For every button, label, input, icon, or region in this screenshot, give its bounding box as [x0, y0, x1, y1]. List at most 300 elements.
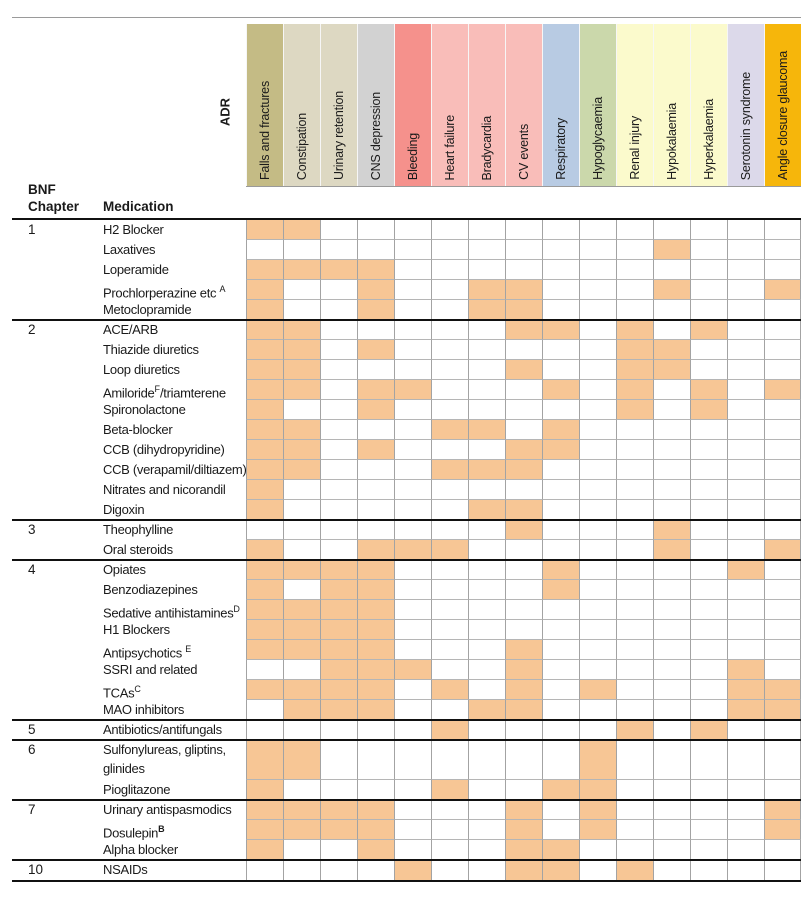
adr-cell: [283, 300, 320, 320]
adr-cell: [468, 480, 505, 500]
bnf-chapter-number: [12, 460, 75, 480]
adr-cell: [690, 620, 727, 640]
table-row-laxatives: [12, 240, 801, 260]
adr-cell: [394, 580, 431, 600]
adr-cell: [764, 740, 801, 780]
adr-cell: [579, 320, 616, 340]
medication-label: Thiazide diuretics: [103, 342, 199, 357]
adr-cell: [616, 440, 653, 460]
column-header-label: Hyperkalaemia: [702, 99, 716, 180]
column-header-label: Heart failure: [443, 114, 457, 180]
adr-cell: [690, 860, 727, 880]
adr-cell-marked: [764, 540, 801, 560]
column-header-cv-events: [505, 24, 542, 186]
adr-cell-marked: [579, 820, 616, 840]
adr-cell: [505, 780, 542, 800]
adr-cell: [653, 860, 690, 880]
table-row-loperamide: [12, 260, 801, 280]
adr-cell: [505, 260, 542, 280]
column-header-falls-and-fractures: [246, 24, 283, 186]
adr-cell-marked: [246, 460, 283, 480]
adr-cell: [579, 480, 616, 500]
adr-cell: [764, 640, 801, 660]
adr-cell-marked: [246, 220, 283, 240]
bnf-chapter-number: [12, 260, 75, 280]
table-row-sulfonylureas-gliptins: [12, 740, 801, 780]
adr-cell: [542, 280, 579, 300]
adr-cell: [727, 640, 764, 660]
medication-label: Benzodiazepines: [103, 582, 198, 597]
adr-cell-marked: [283, 220, 320, 240]
adr-cell: [320, 720, 357, 740]
adr-cell-marked: [283, 380, 320, 400]
adr-cell: [320, 380, 357, 400]
adr-cell-marked: [505, 520, 542, 540]
adr-cell: [283, 400, 320, 420]
adr-cell: [246, 520, 283, 540]
adr-cell-marked: [579, 800, 616, 820]
adr-cell: [320, 220, 357, 240]
adr-cell: [394, 520, 431, 540]
adr-cell: [468, 680, 505, 700]
adr-cell: [357, 480, 394, 500]
bnf-chapter-number: [12, 700, 75, 720]
adr-cell: [505, 720, 542, 740]
adr-cell: [468, 380, 505, 400]
adr-cell: [727, 580, 764, 600]
adr-cell: [727, 440, 764, 460]
adr-cell-marked: [579, 740, 616, 780]
adr-cell-marked: [357, 560, 394, 580]
adr-cell-marked: [246, 360, 283, 380]
adr-cell: [727, 740, 764, 780]
bnf-chapter-number: [12, 820, 75, 840]
table-row-mao-inhibitors: [12, 700, 801, 720]
adr-cell: [653, 720, 690, 740]
medication-header: Medication: [103, 199, 174, 214]
adr-cell: [431, 740, 468, 780]
adr-cell: [653, 820, 690, 840]
column-header-label: Hypoglycaemia: [591, 97, 605, 180]
column-header-hypokalaemia: [653, 24, 690, 186]
adr-cell: [653, 560, 690, 580]
column-header-angle-closure-glaucoma: [764, 24, 801, 186]
bnf-chapter-number: [12, 380, 75, 400]
adr-cell-marked: [320, 800, 357, 820]
adr-cell: [468, 860, 505, 880]
adr-cell-marked: [431, 460, 468, 480]
adr-cell: [283, 780, 320, 800]
adr-cell: [394, 420, 431, 440]
column-header-heart-failure: [431, 24, 468, 186]
adr-cell-marked: [653, 340, 690, 360]
bnf-chapter-number: 2: [28, 322, 36, 337]
adr-cell-marked: [616, 400, 653, 420]
adr-cell-marked: [505, 280, 542, 300]
adr-cell: [542, 820, 579, 840]
bnf-chapter-number: [12, 680, 75, 700]
adr-cell: [690, 340, 727, 360]
adr-cell-marked: [690, 320, 727, 340]
adr-cell: [320, 440, 357, 460]
adr-cell-marked: [505, 680, 542, 700]
adr-cell: [505, 380, 542, 400]
adr-cell: [764, 300, 801, 320]
adr-cell: [616, 780, 653, 800]
adr-cell: [431, 820, 468, 840]
adr-cell: [320, 460, 357, 480]
adr-cell: [653, 800, 690, 820]
adr-cell: [764, 440, 801, 460]
adr-cell: [431, 500, 468, 520]
adr-cell: [505, 400, 542, 420]
table-row-theophylline: [12, 520, 801, 540]
adr-cell: [653, 500, 690, 520]
bnf-chapter-number: [12, 420, 75, 440]
table-row-prochlorperazine-etc: [12, 280, 801, 300]
adr-cell: [468, 660, 505, 680]
adr-axis-label: [212, 62, 238, 126]
table-row-ccb-dihydropyridine: [12, 440, 801, 460]
adr-cell: [579, 720, 616, 740]
adr-cell: [431, 380, 468, 400]
adr-cell: [542, 700, 579, 720]
adr-cell: [394, 820, 431, 840]
adr-cell: [579, 440, 616, 460]
adr-cell: [394, 260, 431, 280]
adr-cell: [727, 360, 764, 380]
adr-cell: [764, 600, 801, 620]
adr-cell: [690, 460, 727, 480]
bnf-chapter-number: [12, 620, 75, 640]
adr-cell: [690, 560, 727, 580]
adr-cell: [690, 660, 727, 680]
adr-cell: [357, 860, 394, 880]
adr-cell: [394, 800, 431, 820]
adr-cell-marked: [431, 780, 468, 800]
adr-cell-marked: [283, 320, 320, 340]
adr-cell: [579, 840, 616, 860]
adr-cell-marked: [394, 660, 431, 680]
adr-cell-marked: [320, 820, 357, 840]
adr-cell: [764, 260, 801, 280]
adr-cell-marked: [246, 680, 283, 700]
adr-cell-marked: [690, 380, 727, 400]
adr-cell: [616, 820, 653, 840]
adr-cell: [579, 520, 616, 540]
medication-label: Sedative antihistamines$^D$: [103, 604, 240, 621]
adr-cell: [764, 560, 801, 580]
column-header-bleeding: [394, 24, 431, 186]
adr-cell: [468, 220, 505, 240]
adr-cell: [690, 440, 727, 460]
adr-cell-marked: [431, 720, 468, 740]
adr-cell: [727, 620, 764, 640]
adr-cell: [690, 420, 727, 440]
adr-cell-marked: [283, 260, 320, 280]
adr-cell-marked: [357, 680, 394, 700]
adr-cell-marked: [505, 360, 542, 380]
adr-cell: [653, 840, 690, 860]
adr-cell: [468, 600, 505, 620]
adr-cell-marked: [579, 780, 616, 800]
medication-label: Amiloride$^F$/triamterene: [103, 384, 226, 401]
adr-cell: [690, 700, 727, 720]
adr-cell: [468, 360, 505, 380]
adr-cell: [394, 240, 431, 260]
adr-cell: [542, 300, 579, 320]
adr-cell: [616, 620, 653, 640]
adr-cell-marked: [505, 440, 542, 460]
adr-cell: [542, 720, 579, 740]
adr-cell-marked: [505, 800, 542, 820]
adr-cell-marked: [505, 820, 542, 840]
adr-cell: [579, 240, 616, 260]
adr-cell: [431, 400, 468, 420]
adr-cell-marked: [542, 580, 579, 600]
adr-cell-marked: [246, 560, 283, 580]
adr-cell-marked: [616, 360, 653, 380]
adr-cell: [505, 620, 542, 640]
adr-cell: [690, 480, 727, 500]
table-row-benzodiazepines: [12, 580, 801, 600]
column-header-serotonin-syndrome: [727, 24, 764, 186]
adr-cell: [468, 800, 505, 820]
bnf-chapter-number: 6: [28, 742, 36, 757]
adr-cell: [579, 300, 616, 320]
medication-label: TCAs$^C$: [103, 684, 141, 701]
adr-cell-marked: [320, 560, 357, 580]
adr-cell-marked: [246, 540, 283, 560]
adr-cell-marked: [357, 640, 394, 660]
adr-cell: [764, 620, 801, 640]
adr-cell: [542, 540, 579, 560]
adr-cell-marked: [542, 780, 579, 800]
adr-cell: [394, 300, 431, 320]
adr-cell: [357, 360, 394, 380]
adr-cell-marked: [357, 340, 394, 360]
adr-cell-marked: [431, 540, 468, 560]
adr-cell: [653, 580, 690, 600]
adr-cell: [431, 480, 468, 500]
adr-cell: [431, 860, 468, 880]
adr-cell: [690, 740, 727, 780]
bnf-chapter-number: [12, 240, 75, 260]
adr-cell-marked: [283, 420, 320, 440]
adr-cell: [320, 340, 357, 360]
adr-cell: [542, 660, 579, 680]
medication-label: SSRI and related: [103, 662, 198, 677]
adr-cell: [542, 620, 579, 640]
adr-cell-marked: [764, 700, 801, 720]
adr-cell-marked: [468, 500, 505, 520]
column-header-hypoglycaemia: [579, 24, 616, 186]
footnote-superscript: B: [158, 824, 165, 834]
adr-cell-marked: [764, 800, 801, 820]
adr-cell-marked: [357, 580, 394, 600]
adr-cell: [283, 540, 320, 560]
adr-cell: [579, 380, 616, 400]
adr-cell-marked: [283, 740, 320, 780]
table-row-loop-diuretics: [12, 360, 801, 380]
adr-cell: [690, 280, 727, 300]
adr-cell: [690, 780, 727, 800]
adr-cell: [394, 280, 431, 300]
adr-cell-marked: [357, 620, 394, 640]
adr-cell-marked: [727, 680, 764, 700]
column-header-label: Hypokalaemia: [665, 103, 679, 180]
adr-cell: [394, 560, 431, 580]
adr-cell: [653, 460, 690, 480]
column-header-cns-depression: [357, 24, 394, 186]
table-row-urinary-antispasmodics: [12, 800, 801, 820]
adr-cell: [468, 720, 505, 740]
adr-cell: [690, 220, 727, 240]
adr-cell: [727, 340, 764, 360]
table-row-h2-blocker: [12, 220, 801, 240]
adr-cell: [283, 840, 320, 860]
bnf-chapter-number: [12, 840, 75, 860]
adr-cell: [505, 740, 542, 780]
adr-cell-marked: [283, 560, 320, 580]
adr-cell: [690, 260, 727, 280]
adr-cell: [320, 540, 357, 560]
adr-cell-marked: [283, 440, 320, 460]
adr-cell: [690, 520, 727, 540]
adr-cell: [690, 540, 727, 560]
adr-cell: [394, 400, 431, 420]
adr-cell: [468, 620, 505, 640]
adr-cell: [468, 320, 505, 340]
table-row-nitrates-and-nicorandil: [12, 480, 801, 500]
adr-cell: [357, 720, 394, 740]
adr-cell-marked: [357, 280, 394, 300]
adr-cell: [431, 520, 468, 540]
medication-label: H1 Blockers: [103, 622, 170, 637]
adr-cell-marked: [246, 440, 283, 460]
adr-cell: [764, 340, 801, 360]
adr-cell: [727, 840, 764, 860]
bnf-chapter-number: 1: [28, 222, 36, 237]
adr-cell-marked: [357, 820, 394, 840]
adr-cell: [357, 460, 394, 480]
medication-label: Theophylline: [103, 522, 174, 537]
adr-cell: [542, 240, 579, 260]
adr-cell: [320, 400, 357, 420]
adr-cell: [764, 420, 801, 440]
adr-cell: [579, 600, 616, 620]
adr-cell: [690, 500, 727, 520]
adr-cell: [431, 700, 468, 720]
adr-cell: [320, 300, 357, 320]
adr-cell: [579, 700, 616, 720]
adr-cell: [357, 320, 394, 340]
table-row-sedative-antihistamines: [12, 600, 801, 620]
column-header-bradycardia: [468, 24, 505, 186]
column-header-label: CNS depression: [369, 91, 383, 180]
bnf-chapter-number: [12, 440, 75, 460]
medication-label: Digoxin: [103, 502, 145, 517]
medication-label: Nitrates and nicorandil: [103, 482, 226, 497]
medication-label: Laxatives: [103, 242, 156, 257]
adr-cell: [690, 600, 727, 620]
adr-cell: [764, 520, 801, 540]
adr-cell: [579, 500, 616, 520]
adr-cell-marked: [283, 340, 320, 360]
adr-cell: [616, 740, 653, 780]
bnf-chapter-header: [28, 181, 79, 215]
adr-cell: [579, 260, 616, 280]
adr-cell: [431, 340, 468, 360]
adr-cell-marked: [283, 800, 320, 820]
medication-label: MAO inhibitors: [103, 702, 185, 717]
adr-cell: [764, 660, 801, 680]
adr-cell-marked: [690, 720, 727, 740]
medication-label: Pioglitazone: [103, 782, 171, 797]
adr-cell: [431, 300, 468, 320]
adr-cell: [542, 340, 579, 360]
column-header-label: Constipation: [295, 112, 309, 180]
adr-cell-marked: [357, 300, 394, 320]
medication-label: ACE/ARB: [103, 322, 158, 337]
adr-cell-marked: [468, 420, 505, 440]
table-row-oral-steroids: [12, 540, 801, 560]
adr-cell: [320, 240, 357, 260]
adr-cell: [653, 600, 690, 620]
chapter-label: Chapter: [28, 199, 80, 214]
adr-cell: [246, 240, 283, 260]
medication-label: Beta-blocker: [103, 422, 173, 437]
medication-label: Loop diuretics: [103, 362, 180, 377]
adr-cell-marked: [505, 640, 542, 660]
adr-cell-marked: [283, 820, 320, 840]
adr-cell: [653, 400, 690, 420]
adr-cell: [727, 380, 764, 400]
adr-cell-marked: [690, 400, 727, 420]
table-row-tcas: [12, 680, 801, 700]
adr-cell: [468, 640, 505, 660]
adr-cell-marked: [246, 640, 283, 660]
adr-cell: [727, 300, 764, 320]
adr-cell: [542, 220, 579, 240]
adr-cell-marked: [283, 680, 320, 700]
adr-cell: [616, 240, 653, 260]
bnf-chapter-number: [12, 600, 75, 620]
table-row-thiazide-diuretics: [12, 340, 801, 360]
adr-cell: [542, 500, 579, 520]
adr-cell: [283, 860, 320, 880]
adr-cell: [468, 440, 505, 460]
adr-cell: [690, 240, 727, 260]
medication-label: Loperamide: [103, 262, 169, 277]
adr-cell-marked: [468, 700, 505, 720]
adr-cell: [616, 840, 653, 860]
adr-cell-marked: [764, 280, 801, 300]
bnf-chapter-number: 5: [28, 722, 36, 737]
adr-cell-marked: [542, 420, 579, 440]
bnf-chapter-number: [12, 360, 75, 380]
adr-cell: [764, 220, 801, 240]
adr-cell: [468, 560, 505, 580]
adr-cell-marked: [246, 340, 283, 360]
adr-cell: [468, 740, 505, 780]
adr-cell: [357, 780, 394, 800]
adr-cell: [431, 640, 468, 660]
table-row-antibiotics-antifungals: [12, 720, 801, 740]
adr-column-headers: [246, 24, 801, 186]
adr-cell-marked: [505, 500, 542, 520]
adr-cell-marked: [283, 600, 320, 620]
